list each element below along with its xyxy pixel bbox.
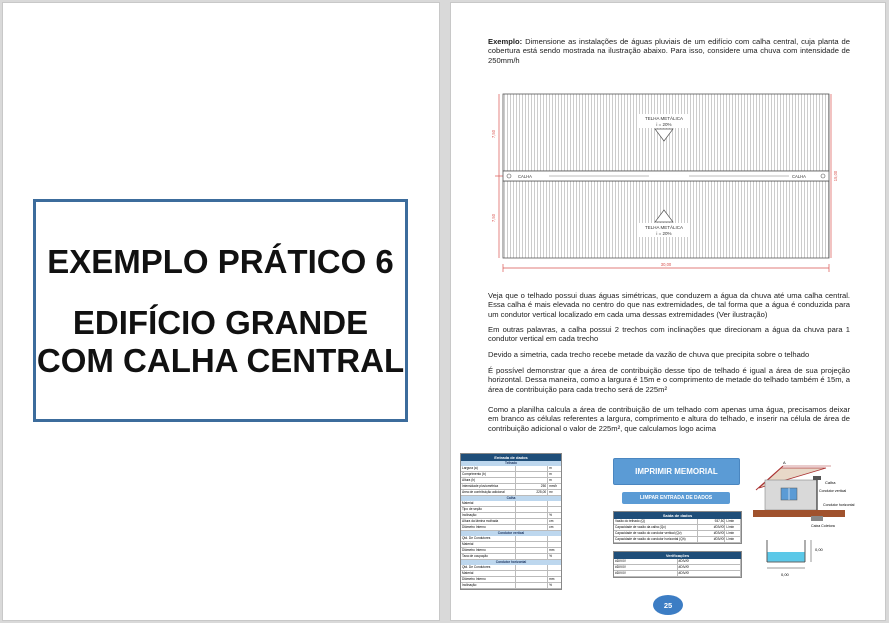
row-value[interactable]: [516, 583, 548, 588]
left-page: [2, 2, 440, 621]
chapter-subtitle: [37, 304, 404, 380]
row-unit: mm: [549, 548, 555, 552]
telhado-rows: [461, 466, 561, 496]
output-value: #DIV/0!: [698, 525, 725, 530]
paragraph-5: Como a planilha calcula a área de contribuição de um telhado com apenas uma água, precisamos deixar em branco as células referentes a largura, comprimento e altura do telhado, e inserir na célula de área de contribuição adicional o valor de 225m², que calculamos logo acima: [488, 405, 850, 433]
output-rows: [614, 519, 741, 543]
row-label: Inclinação: [461, 583, 516, 588]
verification-rows: [614, 559, 741, 577]
label-vertical: Condutor vertical: [819, 489, 847, 493]
gutter-label-left: CALHA: [518, 174, 532, 179]
gutter-label-right: CALHA: [792, 174, 806, 179]
row-value[interactable]: [516, 565, 548, 570]
input-sheet-title: Entrada de dados: [461, 454, 561, 461]
row-value[interactable]: [516, 525, 548, 530]
output-sheet: [613, 511, 742, 544]
output-unit: L/min: [725, 531, 741, 536]
row-label: Tipo de seção: [461, 507, 516, 512]
row-value[interactable]: [516, 466, 548, 471]
row-value[interactable]: 225,00: [516, 490, 548, 495]
dim-width: 0,00: [781, 572, 789, 577]
verification-cell: #DIV/0!: [614, 571, 678, 576]
verification-cell: #DIV/0!: [678, 571, 742, 576]
row-unit: mm/h: [549, 484, 558, 488]
row-value[interactable]: [516, 554, 548, 559]
output-label: Capacidade de vazão da calha (Qc): [614, 525, 698, 530]
row-value[interactable]: [516, 577, 548, 582]
row-value[interactable]: [516, 501, 548, 506]
sheet-row: [461, 583, 561, 589]
paragraph-1: Veja que o telhado possui duas águas simétricas, que conduzem a água da chuva até uma calha central. Essa calha é mais elevada no centro do que nas extremidades, de tal forma que a água é conduzida para um condutor vertical localizado em cada uma dessas extremidades (Ver ilustração): [488, 291, 850, 319]
verification-cell: #DIV/0!: [678, 559, 742, 564]
row-unit: cm: [549, 525, 554, 529]
roof-label-bottom: TELHA METÁLICA: [644, 225, 684, 230]
example-text: Dimensione as instalações de águas pluviais de um edifício com calha central, cuja planta de cobertura está sendo mostrada na ilustração abaixo. Para isso, considere uma chuva com intensidade de 250mm/h: [488, 37, 850, 65]
section-telhado: Telhado: [461, 461, 561, 466]
output-unit: L/min: [725, 537, 741, 542]
row-label: Altura da lâmina molhada: [461, 519, 516, 524]
print-report-button[interactable]: IMPRIMIR MEMORIAL: [613, 458, 740, 485]
row-label: Qtd. De Condutores: [461, 536, 516, 541]
output-unit: L/min: [725, 519, 741, 524]
row-unit: %: [549, 513, 552, 517]
row-label: Qtd. De Condutores: [461, 565, 516, 570]
row-unit: %: [549, 554, 552, 558]
example-label: Exemplo:: [488, 37, 523, 46]
paragraph-2: Em outras palavras, a calha possui 2 trechos com inclinações que direcionam a água da chuva para 1 condutor vertical em cada trecho: [488, 325, 850, 344]
output-value: 937,50: [698, 519, 725, 524]
row-label: Diâmetro Interno: [461, 525, 516, 530]
output-sheet-title: Saída de dados: [614, 512, 741, 519]
row-label: Intensidade pluviométrica: [461, 484, 516, 489]
section-vertical: Condutor vertical: [461, 531, 561, 536]
row-label: Diâmetro Interno: [461, 548, 516, 553]
row-value[interactable]: [516, 542, 548, 547]
chapter-subtitle-line2: COM CALHA CENTRAL: [36, 341, 405, 379]
row-label: Altura (h): [461, 478, 516, 483]
output-value: #DIV/0!: [698, 537, 725, 542]
row-unit: [548, 536, 561, 541]
output-label: Capacidade de vazão do condutor vertical (Qv): [614, 531, 698, 536]
input-sheet: [460, 453, 562, 590]
verification-row: [614, 571, 741, 577]
output-value: #DIV/0!: [698, 531, 725, 536]
verification-sheet: [613, 551, 742, 578]
dimension-left-top: 7,50: [491, 129, 496, 139]
row-unit: [548, 507, 561, 512]
row-label: Área de contribuição adicional: [461, 490, 516, 495]
clear-input-button[interactable]: LIMPAR ENTRADA DE DADOS: [622, 492, 730, 504]
row-label: Diâmetro Interno: [461, 577, 516, 582]
paragraph-3: Devido a simetria, cada trecho recebe metade da vazão de chuva que precipita sobre o telhado: [488, 350, 810, 359]
label-horizontal: Condutor horizontal: [823, 503, 855, 507]
section-calha: Calha: [461, 496, 561, 501]
row-unit: m: [549, 472, 552, 476]
section-horizontal: Condutor horizontal: [461, 560, 561, 565]
row-label: Material: [461, 571, 516, 576]
building-illustration: [751, 458, 861, 588]
label-caixa: Caixa Coletora: [811, 524, 835, 528]
roof-label-top: TELHA METÁLICA: [644, 116, 684, 121]
row-unit: mm: [549, 577, 555, 581]
row-label: Inclinação: [461, 513, 516, 518]
row-unit: [548, 565, 561, 570]
row-value[interactable]: [516, 571, 548, 576]
paragraph-4: É possível demonstrar que a área de contribuição desse tipo de telhado é igual a área de sua projeção horizontal. Dessa maneira, como a largura é 15m e o comprimento de metade do telhado também é 15m, a área de contribuição para cada trecho será de 225m²: [488, 366, 850, 394]
chapter-title: EXEMPLO PRÁTICO 6: [47, 242, 394, 280]
row-unit: [548, 571, 561, 576]
horizontal-rows: [461, 565, 561, 589]
row-label: Material: [461, 501, 516, 506]
calha-rows: [461, 501, 561, 531]
row-value[interactable]: [516, 513, 548, 518]
row-unit: m: [549, 478, 552, 482]
row-value[interactable]: [516, 519, 548, 524]
output-label: Capacidade de vazão do condutor horizontal (Qh): [614, 537, 698, 542]
output-unit: L/min: [725, 525, 741, 530]
verification-cell: #DIV/0!: [614, 559, 678, 564]
slope-label-top: i = 20%: [656, 122, 672, 127]
row-value[interactable]: [516, 536, 548, 541]
row-value[interactable]: [516, 478, 548, 483]
row-label: Taxa de ocupação: [461, 554, 516, 559]
chapter-subtitle-line1: EDIFÍCIO GRANDE: [72, 303, 369, 341]
row-unit: [548, 542, 561, 547]
row-value[interactable]: [516, 548, 548, 553]
dimension-right: 15,00: [833, 170, 838, 182]
page-number: 25: [653, 595, 683, 615]
vertical-rows: [461, 536, 561, 560]
row-value[interactable]: [516, 507, 548, 512]
dimension-bottom: 30,00: [660, 262, 672, 267]
row-unit: m²: [549, 490, 553, 494]
slope-label-bottom: i = 20%: [656, 231, 672, 236]
row-label: Material: [461, 542, 516, 547]
chapter-title-box: [33, 199, 408, 422]
row-unit: cm: [549, 519, 554, 523]
verification-cell: #DIV/0!: [678, 565, 742, 570]
output-row: [614, 537, 741, 543]
verification-title: Verificações: [614, 552, 741, 559]
example-statement: [488, 37, 850, 65]
row-value[interactable]: [516, 472, 548, 477]
row-unit: m: [549, 466, 552, 470]
right-page: [450, 2, 886, 621]
row-label: Largura (a): [461, 466, 516, 471]
roof-plan-drawing: [489, 86, 845, 274]
row-unit: [548, 501, 561, 506]
label-calha: Calha: [825, 480, 836, 485]
row-unit: %: [549, 583, 552, 587]
verification-cell: #DIV/0!: [614, 565, 678, 570]
dim-height: 0,00: [815, 547, 823, 552]
row-label: Comprimento (b): [461, 472, 516, 477]
output-label: Vazão do telhado (Q): [614, 519, 698, 524]
label-a: A: [783, 460, 786, 465]
row-value[interactable]: 250: [516, 484, 548, 489]
dimension-left-bottom: 7,50: [491, 213, 496, 223]
